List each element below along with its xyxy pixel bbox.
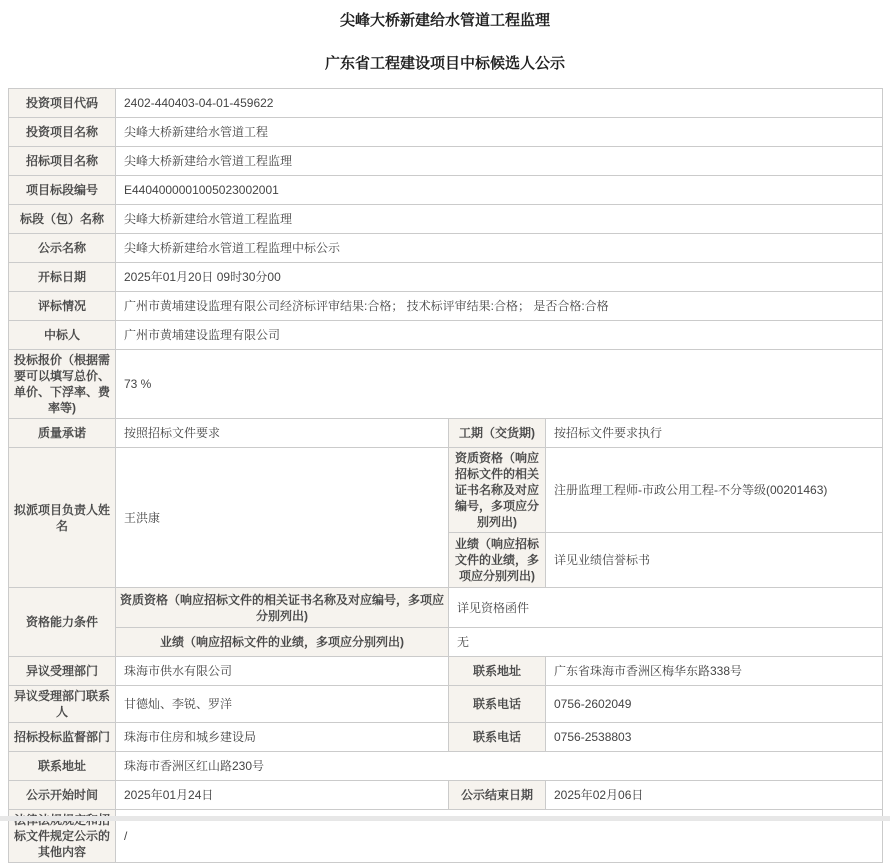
table-row: [9, 89, 883, 118]
supervision-dept-label: 招标投标监督部门: [9, 723, 116, 752]
table-row: [9, 448, 883, 533]
winning-bidder-label: 中标人: [9, 321, 116, 350]
objection-contact-label: 异议受理部门联系人: [9, 686, 116, 723]
qual-certificates-label: 资质资格（响应招标文件的相关证书名称及对应编号，多项应分别列出): [116, 588, 449, 628]
objection-dept-label: 异议受理部门: [9, 657, 116, 686]
other-content-label: 标文件规定公示的其他内容: [9, 810, 116, 863]
project-title: 尖峰大桥新建给水管道工程监理: [339, 12, 550, 29]
evaluation-status-value: 广州市黄埔建设监理有限公司经济标评审结果:合格； 技术标评审结果:合格； 是否合格:合格: [116, 292, 883, 321]
construction-period-value: 按招标文件要求执行: [546, 419, 883, 448]
qual-certificates-value: 详见资格函件: [449, 588, 883, 628]
manager-performance-value: 详见业绩信誉标书: [546, 533, 883, 588]
project-section-no-label: 项目标段编号: [9, 176, 116, 205]
table-row: [9, 781, 883, 810]
table-row: [9, 350, 883, 419]
objection-dept-address-value: 广东省珠海市香洲区梅华东路338号: [546, 657, 883, 686]
construction-period-label: 工期（交货期): [449, 419, 546, 448]
investment-project-code-value: 2402-440403-04-01-459622: [116, 89, 883, 118]
section-package-name-value: 尖峰大桥新建给水管道工程监理: [116, 205, 883, 234]
contact-address-value: 珠海市香洲区红山路230号: [116, 752, 883, 781]
table-row: [9, 628, 883, 657]
tender-project-name-value: 尖峰大桥新建给水管道工程监理: [116, 147, 883, 176]
qual-performance-value: 无: [449, 628, 883, 657]
investment-project-name-value: 尖峰大桥新建给水管道工程: [116, 118, 883, 147]
table-row: [9, 723, 883, 752]
announcement-name-label: 公示名称: [9, 234, 116, 263]
other-content-value: /: [116, 810, 883, 863]
table-row: [9, 752, 883, 781]
table-row: [9, 588, 883, 628]
announcement-name-value: 尖峰大桥新建给水管道工程监理中标公示: [116, 234, 883, 263]
proposed-manager-value: 王洪康: [116, 448, 449, 588]
bid-price-label: 投标报价（根据需要可以填写总价、单价、下浮率、费率等): [9, 350, 116, 419]
investment-project-name-label: 投资项目名称: [9, 118, 116, 147]
table-row: [9, 292, 883, 321]
announcement-table: [8, 88, 883, 863]
manager-qualification-label: 资质资格（响应招标文件的相关证书名称及对应编号，多项应分别列出): [449, 448, 546, 533]
bid-price-value: 73 %: [116, 350, 883, 419]
table-row: [9, 686, 883, 723]
publicity-start-label: 公示开始时间: [9, 781, 116, 810]
quality-commitment-value: 按照招标文件要求: [116, 419, 449, 448]
table-row: [9, 321, 883, 350]
table-row: [9, 657, 883, 686]
publicity-start-value: 2025年01月24日: [116, 781, 449, 810]
announcement-title: 广东省工程建设项目中标候选人公示: [324, 55, 565, 72]
page-bottom-divider: [0, 816, 890, 821]
publicity-end-label: 公示结束日期: [449, 781, 546, 810]
bid-opening-date-label: 开标日期: [9, 263, 116, 292]
objection-phone-value: 0756-2602049: [546, 686, 883, 723]
manager-qualification-value: 注册监理工程师-市政公用工程-不分等级(00201463): [546, 448, 883, 533]
qualification-conditions-label: 资格能力条件: [9, 588, 116, 657]
table-row: [9, 147, 883, 176]
evaluation-status-label: 评标情况: [9, 292, 116, 321]
objection-dept-value: 珠海市供水有限公司: [116, 657, 449, 686]
title-block: [0, 0, 890, 74]
table-row: [9, 419, 883, 448]
supervision-dept-value: 珠海市住房和城乡建设局: [116, 723, 449, 752]
objection-contact-value: 甘德灿、李锐、罗洋: [116, 686, 449, 723]
objection-phone-label: 联系电话: [449, 686, 546, 723]
section-package-name-label: 标段（包）名称: [9, 205, 116, 234]
bid-opening-date-value: 2025年01月20日 09时30分00: [116, 263, 883, 292]
qual-performance-label: 业绩（响应招标文件的业绩，多项应分别列出): [116, 628, 449, 657]
manager-performance-label: 业绩（响应招标文件的业绩，多项应分别列出): [449, 533, 546, 588]
quality-commitment-label: 质量承诺: [9, 419, 116, 448]
table-row: [9, 176, 883, 205]
investment-project-code-label: 投资项目代码: [9, 89, 116, 118]
objection-dept-address-label: 联系地址: [449, 657, 546, 686]
table-row: [9, 205, 883, 234]
project-section-no-value: E4404000001005023002001: [116, 176, 883, 205]
table-row: [9, 234, 883, 263]
proposed-manager-label: 拟派项目负责人姓名: [9, 448, 116, 588]
supervision-phone-value: 0756-2538803: [546, 723, 883, 752]
supervision-phone-label: 联系电话: [449, 723, 546, 752]
publicity-end-value: 2025年02月06日: [546, 781, 883, 810]
table-row: [9, 118, 883, 147]
table-row: [9, 263, 883, 292]
tender-project-name-label: 招标项目名称: [9, 147, 116, 176]
winning-bidder-value: 广州市黄埔建设监理有限公司: [116, 321, 883, 350]
contact-address-label: 联系地址: [9, 752, 116, 781]
